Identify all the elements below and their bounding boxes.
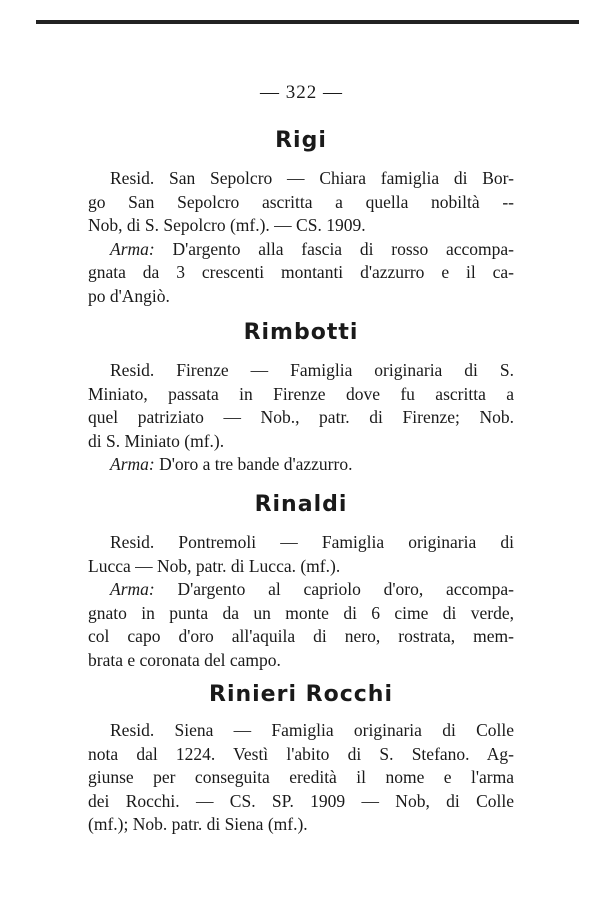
text-line: quel patriziato — Nob., patr. di Firenze; Nob. bbox=[88, 407, 514, 428]
text-line: giunse per conseguita eredità il nome e l'arma bbox=[88, 767, 514, 788]
text-line: po d'Angiò. bbox=[88, 285, 170, 306]
text-line: Resid. Siena — Famiglia originaria di Colle bbox=[110, 720, 514, 740]
page-number: — 322 — bbox=[260, 82, 343, 103]
text-line: di S. Miniato (mf.). bbox=[88, 430, 225, 451]
arma-label: Arma: bbox=[110, 238, 155, 259]
entry-title: Rimbotti bbox=[243, 320, 359, 345]
text-line: gnata da 3 crescenti montanti d'azzurro e il ca- bbox=[88, 262, 514, 283]
arma-label: Arma: bbox=[110, 454, 155, 475]
arma-label: Arma: bbox=[110, 579, 155, 600]
arma-line: Arma: D'oro a tre bande d'azzurro. bbox=[110, 454, 353, 475]
entry-text bbox=[88, 359, 514, 477]
arma-line: Arma: D'argento alla fascia di rosso accompa- bbox=[110, 238, 514, 259]
text-line: dei Rocchi. — CS. SP. 1909 — Nob, di Colle bbox=[88, 790, 514, 811]
text-line: brata e coronata del campo. bbox=[88, 649, 281, 670]
entry-rimbotti bbox=[88, 320, 514, 477]
entry-rinaldi bbox=[88, 492, 514, 673]
text-line: Lucca — Nob, patr. di Lucca. (mf.). bbox=[88, 555, 341, 576]
arma-line: Arma: D'argento al capriolo d'oro, accompa- bbox=[110, 579, 514, 600]
entry-title: Rigi bbox=[275, 128, 327, 153]
text-line: Resid. Firenze — Famiglia originaria di S. bbox=[110, 360, 514, 380]
entry-rigi bbox=[88, 128, 514, 309]
text-line: gnato in punta da un monte di 6 cime di verde, bbox=[88, 602, 514, 623]
entry-title: Rinaldi bbox=[254, 492, 348, 517]
text-line: go San Sepolcro ascritta a quella nobiltà -- bbox=[88, 191, 514, 212]
text-line: col capo d'oro all'aquila di nero, rostrata, mem- bbox=[88, 626, 514, 647]
entry-rinieri-rocchi bbox=[88, 682, 514, 837]
entry-title: Rinieri Rocchi bbox=[209, 682, 393, 707]
text-line: Resid. San Sepolcro — Chiara famiglia di Bor- bbox=[110, 168, 514, 188]
entry-text bbox=[88, 531, 514, 673]
text-line: Miniato, passata in Firenze dove fu ascritta a bbox=[88, 383, 514, 404]
entry-text bbox=[88, 167, 514, 309]
entry-text bbox=[88, 719, 514, 837]
text-line: nota dal 1224. Vestì l'abito di S. Stefano. Ag- bbox=[88, 743, 514, 764]
text-line: (mf.); Nob. patr. di Siena (mf.). bbox=[88, 814, 308, 835]
top-rule bbox=[36, 20, 579, 24]
text-line: Nob, di S. Sepolcro (mf.). — CS. 1909. bbox=[88, 215, 366, 236]
text-line: Resid. Pontremoli — Famiglia originaria di bbox=[110, 532, 514, 552]
